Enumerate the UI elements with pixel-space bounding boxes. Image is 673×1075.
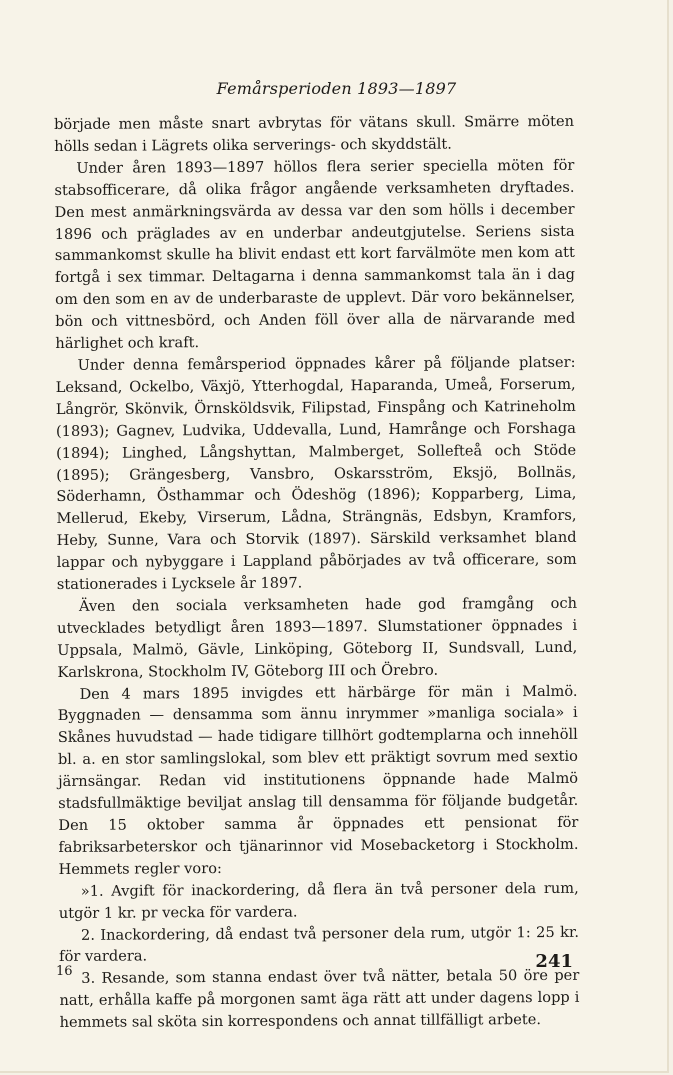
rule-item: 2. Inackordering, då endast två personer dela rum, utgör 1: 25 kr. för vardera. [59,923,580,966]
paragraph: Den 4 mars 1895 invigdes ett härbärge för män i Malmö. Byggnaden — densamma som ännu inrymmer »manliga sociala» i Skånes huvudstad — hade tidigare tillhört godtemplarna och innehöll bl. a. en stor samlingslokal, som blev ett präktigt sovrum med sextio järnsängar. Redan vid institutionens öppnande hade Malmö stadsfullmäktige beviljat anslag till densamma för följande budgetår. Den 15 oktober samma år öppnades ett pensionat för fabriksarbeterskor och tjänarinnor vid Mosebacketorg i Stockholm. Hemmets regler voro: [57,682,579,878]
paragraph: Under åren 1893—1897 höllos flera serier speciella möten för stabsofficerare, då olika frågor angående verksamheten dryftades. Den mest anmärkningsvärda av dessa var den som hölls i december 1896 och präglades av en underbar andeutgjutelse. Seriens sista sammankomst skulle ha blivit endast ett kort farvälmöte men kom att fortgå i sex timmar. Deltagarna i denna sammankomst tala än i dag om den som en av de underbaraste de upplevt. Där voro bekännelser, bön och vittnesbörd, och Anden föll över alla de närvarande med härlighet och kraft. [54,156,576,353]
paragraph: Under denna femårsperiod öppnades kårer på följande platser: Leksand, Ockelbo, Växjö, Ytterhogdal, Haparanda, Umeå, Forserum, Långrör, Skönvik, Örnsköldsvik, Filipstad, Finspång och Katrineholm (1893); Gagnev, Ludvika, Uddevalla, Lund, Hamrånge och Forshaga (1894); Linghed, Långshyttan, Malmberget, Sollefteå och Stöde (1895); Grängesberg, Vansbro, Oskarsström, Eksjö, Bollnäs, Söderhamn, Östhammar och Ödeshög (1896); Kopparberg, Lima, Mellerud, Ekeby, Virserum, Lådna, Strängnäs, Edsbyn, Kramfors, Heby, Sunne, Vara och Storvik (1897). Särskild verksamhet bland lappar och nybyggare i Lappland påbörjades av två officerare, som stationerades i Lycksele år 1897. [55,353,577,594]
signature-mark: 16 [56,964,73,979]
rule-item: »1. Avgift för inackordering, då flera än två personer dela rum, utgör 1 kr. pr vecka för vardera. [58,879,579,922]
paragraph: började men måste snart avbrytas för vätans skull. Smärre möten hölls sedan i Lägrets olika serverings- och skyddstält. [54,112,575,155]
running-head: Femårsperioden 1893—1897 [216,79,457,98]
page-number: 241 [535,951,573,972]
body-text [54,111,580,1034]
paragraph: Även den sociala verksamheten hade god framgång och utvecklades betydligt åren 1893—1897. Slumstationer öppnades i Uppsala, Malmö, Gävle, Linköping, Göteborg II, Sundsvall, Lund, Karlskrona, Stockholm IV, Göteborg III och Örebro. [57,594,578,681]
rule-item: 3. Resande, som stanna endast över två nätter, betala 50 öre per natt, erhålla kaffe på morgonen samt äga rätt att under dagens lopp i hemmets sal sköta sin korrespondens och annat tillfälligt arbete. [59,967,580,1032]
